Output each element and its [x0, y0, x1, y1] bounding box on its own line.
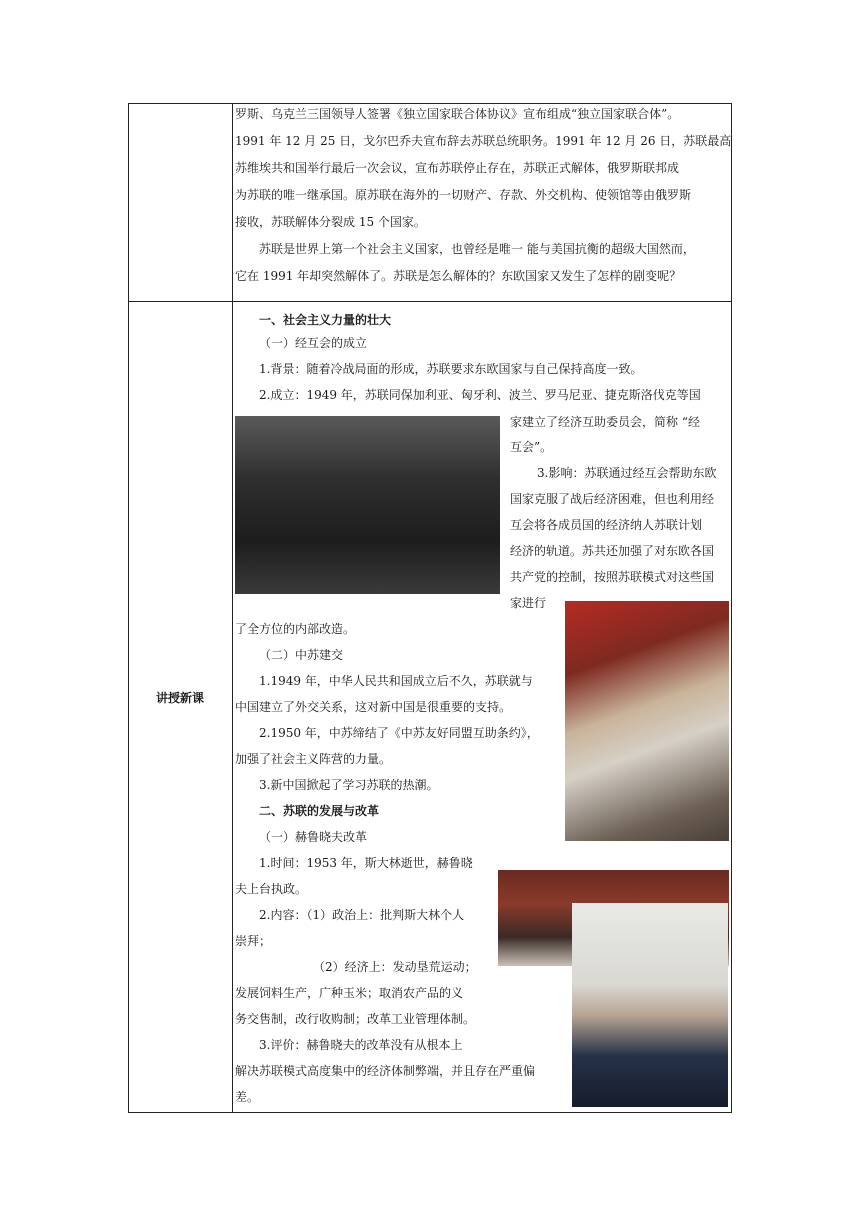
- table-column-divider: [232, 103, 233, 1113]
- intro-line: 1991 年 12 月 25 日，戈尔巴乔夫宣布辞去苏联总统职务。1991 年 12 月 26 日，苏联最高: [235, 134, 732, 148]
- intro-line: 它在 1991 年却突然解体了。苏联是怎么解体的？东欧国家又发生了怎样的剧变呢？: [235, 269, 682, 283]
- intro-line: 接收，苏联解体分裂成 15 个国家。: [235, 215, 426, 229]
- paragraph-line: 2.成立：1949 年，苏联同保加利亚、匈牙利、波兰、罗马尼亚、捷克斯洛伐克等国: [259, 388, 701, 402]
- paragraph-line: 差。: [235, 1090, 260, 1104]
- paragraph-line: 3.评价：赫鲁晓夫的改革没有从根本上: [259, 1038, 463, 1052]
- part1-heading: 一、社会主义力量的壮大: [259, 313, 392, 327]
- paragraph-line: 经济的轨道。苏共还加强了对东欧各国: [510, 544, 715, 558]
- paragraph-line: 崇拜；: [235, 934, 272, 948]
- paragraph-line: 互会将各成员国的经济纳人苏联计划: [510, 518, 703, 532]
- intro-line: 为苏联的唯一继承国。原苏联在海外的一切财产、存款、外交机构、使领馆等由俄罗斯: [235, 188, 692, 202]
- khrushchev-corn-photo: [565, 601, 729, 841]
- intro-line: 罗斯、乌克兰三国领导人签署《独立国家联合体协议》宣布组成“独立国家联合体”。: [235, 107, 680, 121]
- paragraph-line: 1.时间：1953 年，斯大林逝世，赫鲁晓: [259, 856, 473, 870]
- table-row-divider: [128, 301, 732, 302]
- paragraph-line: 家建立了经济互助委员会，简称 “经: [510, 415, 700, 429]
- paragraph-line: 共产党的控制，按照苏联模式对这些国: [510, 570, 715, 584]
- paragraph-line: 夫上台执政。: [235, 882, 308, 896]
- paragraph-line: 1.1949 年，中华人民共和国成立后不久，苏联就与: [259, 674, 533, 688]
- paragraph-line: 2.1950 年，中苏缔结了《中苏友好同盟互助条约》，: [259, 726, 539, 740]
- intro-line: 苏维埃共和国举行最后一次会议，宣布苏联停止存在，苏联正式解体，俄罗斯联邦成: [235, 161, 680, 175]
- gorbachev-photo: [572, 903, 728, 1107]
- intro-line: 苏联是世界上第一个社会主义国家，也曾经是唯一 能与美国抗衡的超级大国然而，: [259, 242, 695, 256]
- sub3-heading: （一）赫鲁晓夫改革: [259, 830, 368, 844]
- paragraph-line: 加强了社会主义阵营的力量。: [235, 752, 392, 766]
- paragraph-line: 互会”。: [510, 440, 553, 454]
- stalin-mao-photo: [235, 416, 500, 594]
- part2-heading: 二、苏联的发展与改革: [259, 804, 380, 818]
- paragraph-line: 了全方位的内部改造。: [235, 622, 356, 636]
- paragraph-line: 3.影响：苏联通过经互会帮助东欧: [537, 466, 717, 480]
- paragraph-line: 中国建立了外交关系，这对新中国是很重要的支持。: [235, 700, 512, 714]
- sub1-heading: （一）经互会的成立: [259, 336, 368, 350]
- sub2-heading: （二）中苏建交: [259, 648, 344, 662]
- paragraph-line: 3.新中国掀起了学习苏联的热潮。: [259, 778, 439, 792]
- paragraph-line: （2）经济上：发动垦荒运动；: [313, 960, 477, 974]
- paragraph-line: 1.背景：随着冷战局面的形成，苏联要求东欧国家与自己保持高度一致。: [259, 362, 643, 376]
- paragraph-line: 国家克服了战后经济困难，但也利用经: [510, 492, 715, 506]
- paragraph-line: 2.内容：（1）政治上：批判斯大林个人: [259, 908, 465, 922]
- paragraph-line: 发展饲料生产，广种玉米；取消农产品的义: [235, 986, 464, 1000]
- paragraph-line: 家进行: [510, 596, 547, 610]
- paragraph-line: 务交售制，改行收购制；改革工业管理体制。: [235, 1012, 476, 1026]
- section-label: 讲授新课: [155, 691, 204, 705]
- paragraph-line: 解决苏联模式高度集中的经济体制弊端，并且存在严重偏: [235, 1064, 536, 1078]
